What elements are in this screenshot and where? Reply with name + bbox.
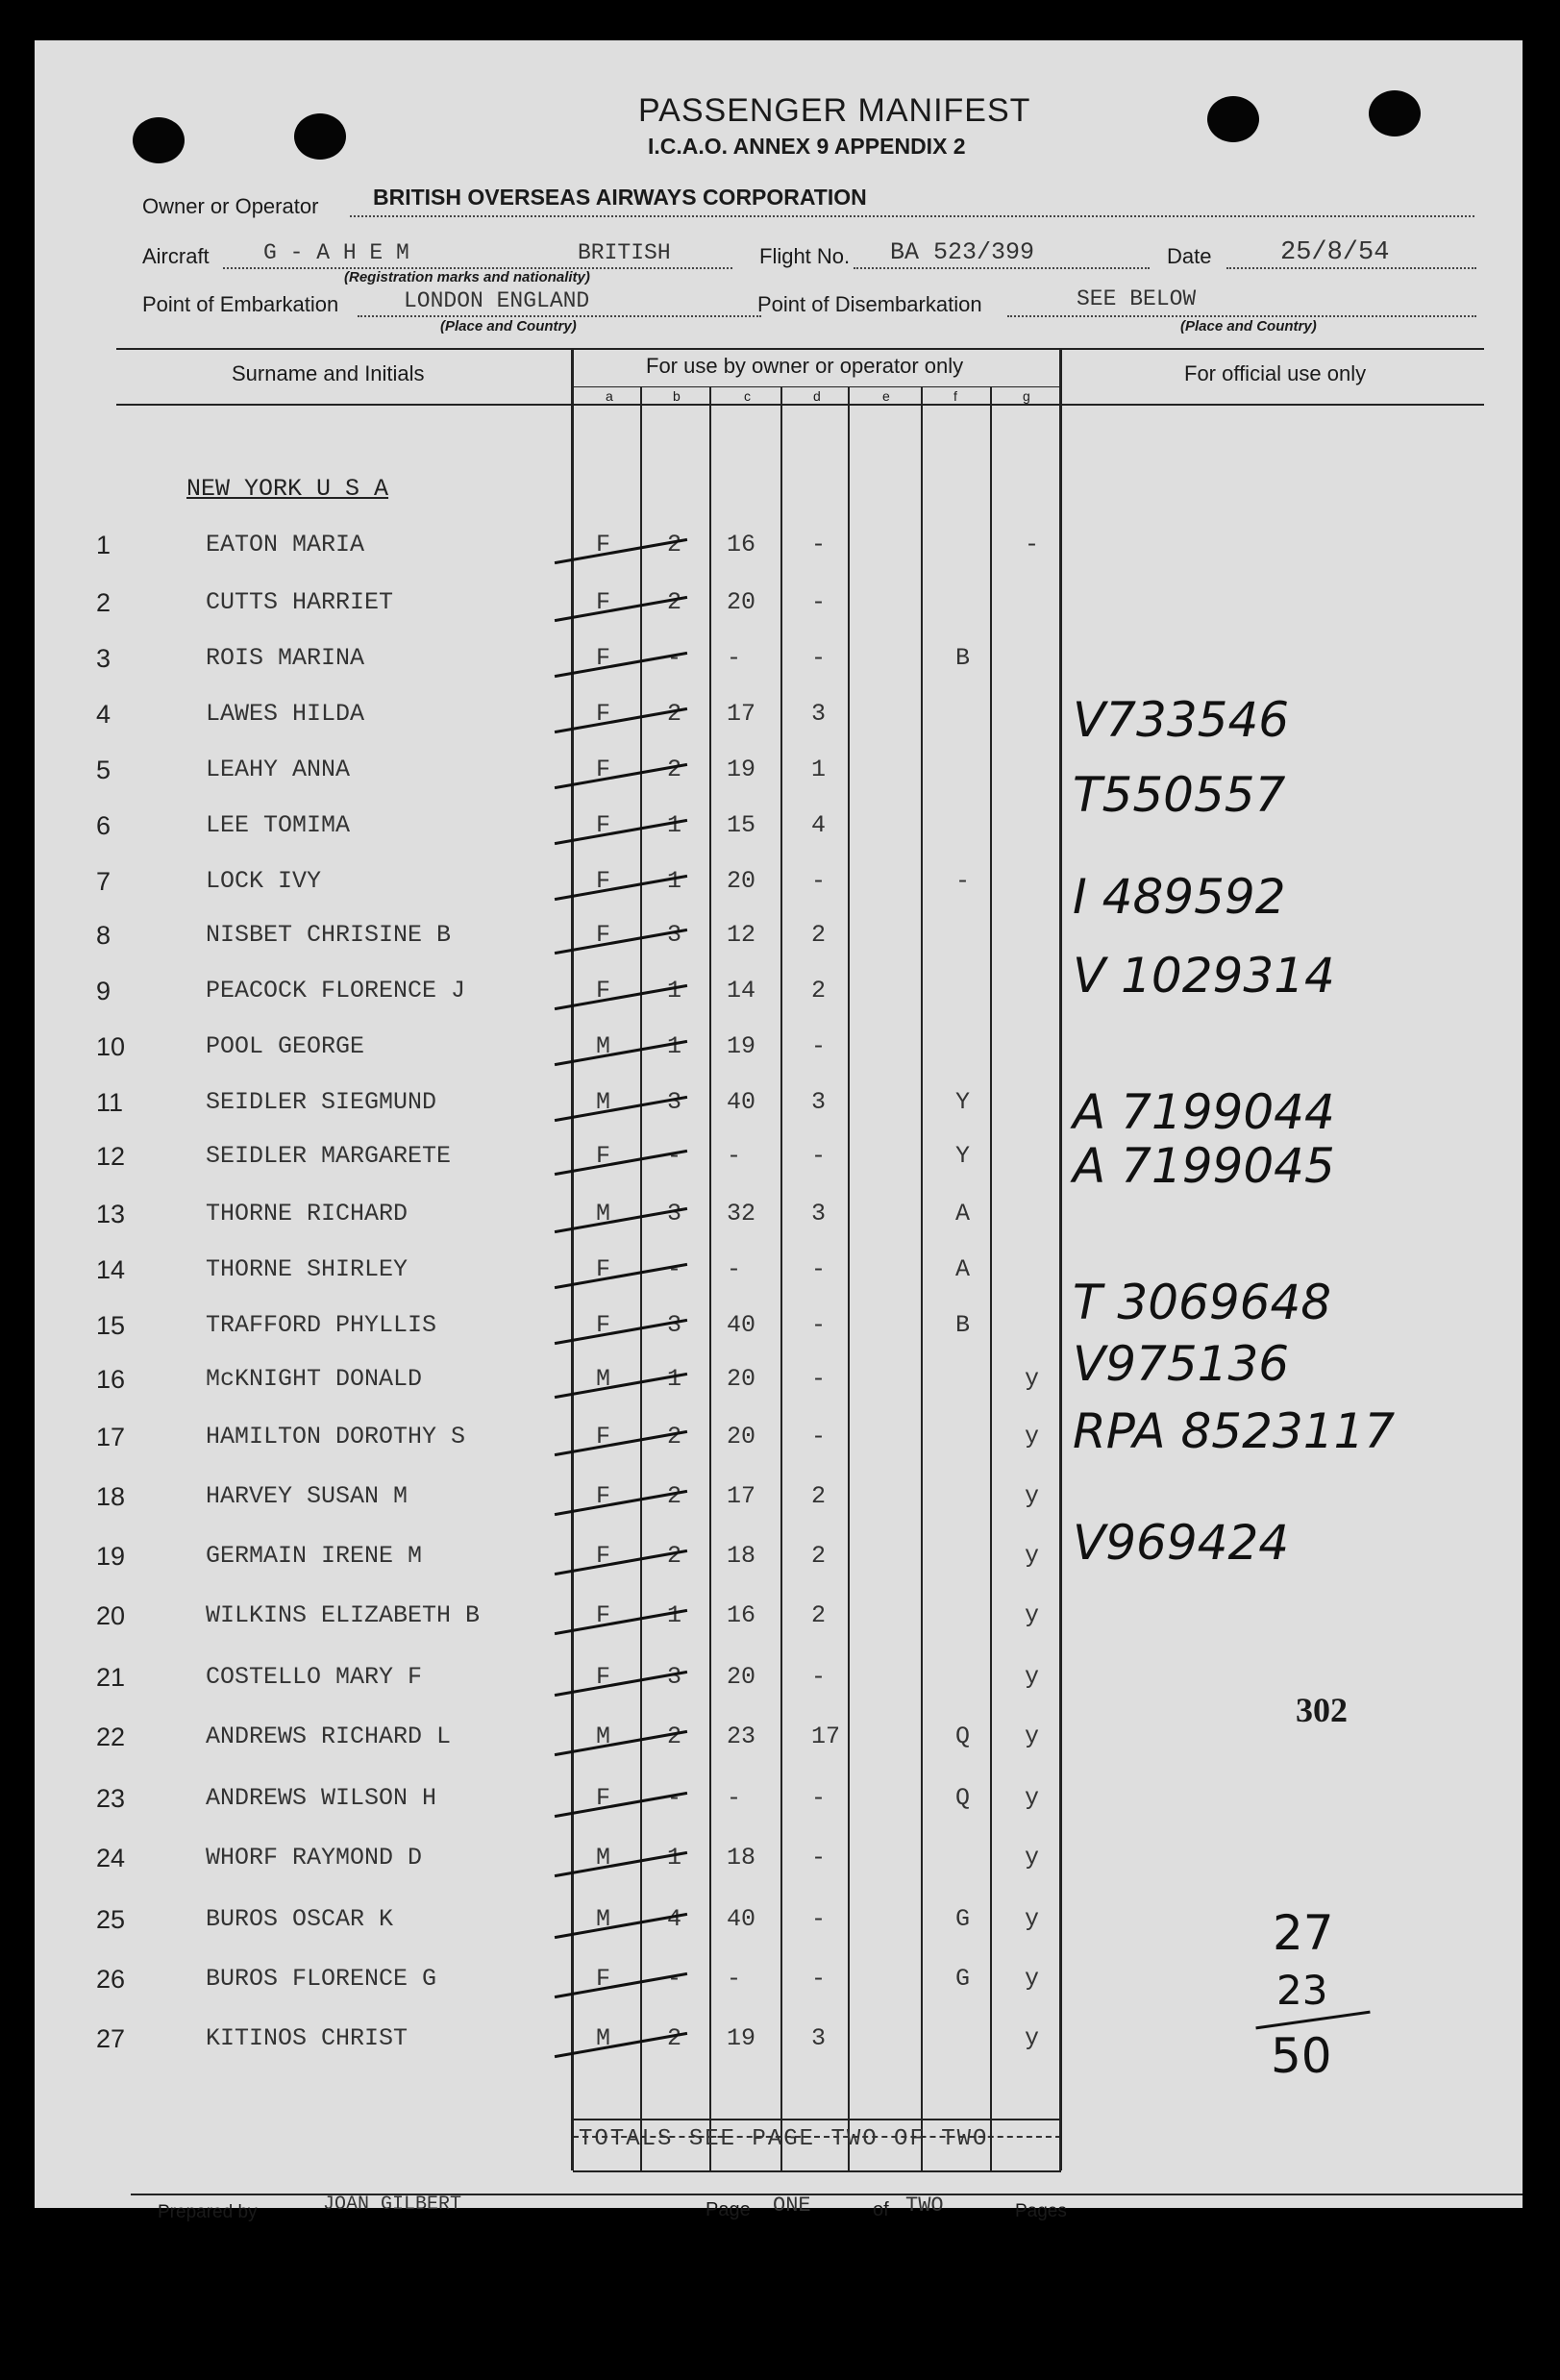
passenger-name: WHORF RAYMOND D (206, 1844, 423, 1872)
row-number: 27 (96, 2024, 126, 2053)
cell-b: - (667, 1142, 682, 1170)
cell-g: y (1025, 1365, 1040, 1393)
row-number: 17 (96, 1423, 126, 1451)
cell-g: y (1025, 1482, 1040, 1510)
cell-d: - (811, 1663, 827, 1691)
official-entry: V975136 (1073, 1336, 1290, 1392)
column-letter: f (953, 388, 957, 404)
cell-g: y (1025, 1601, 1040, 1629)
row-number: 26 (96, 1965, 126, 1994)
cell-b: 1 (667, 977, 682, 1004)
tally-count-a: 27 (1273, 1905, 1334, 1961)
passenger-name: SEIDLER SIEGMUND (206, 1088, 437, 1116)
cell-b: 3 (667, 921, 682, 949)
cell-c: 40 (727, 1311, 756, 1339)
row-number: 16 (96, 1365, 126, 1394)
cell-f: Q (955, 1784, 971, 1812)
row-number: 25 (96, 1905, 126, 1934)
cell-c: 17 (727, 700, 756, 728)
cell-a: F (596, 921, 611, 949)
cell-b: 2 (667, 531, 682, 558)
of-value: TWO (905, 2194, 944, 2218)
cell-d: - (811, 588, 827, 616)
cell-c: 16 (727, 531, 756, 558)
cell-c: 20 (727, 1423, 756, 1450)
cell-c: - (727, 1784, 742, 1812)
page-value: ONE (773, 2194, 811, 2218)
row-number: 19 (96, 1542, 126, 1571)
cell-d: 2 (811, 921, 827, 949)
cell-d: - (811, 1423, 827, 1450)
cell-f: Q (955, 1723, 971, 1750)
cell-g: y (1025, 1784, 1040, 1812)
cell-a: F (596, 1482, 611, 1510)
cell-b: 1 (667, 1032, 682, 1060)
official-entry: V733546 (1073, 692, 1290, 748)
page-subtitle: I.C.A.O. ANNEX 9 APPENDIX 2 (648, 134, 966, 159)
cell-d: 3 (811, 2024, 827, 2052)
cell-a: F (596, 1142, 611, 1170)
passenger-name: LOCK IVY (206, 867, 322, 895)
disembark-label: Point of Disembarkation (757, 292, 982, 316)
cell-g: y (1025, 1663, 1040, 1691)
cell-c: 18 (727, 1542, 756, 1570)
cell-f: G (955, 1905, 971, 1933)
cell-d: 3 (811, 1200, 827, 1227)
flight-value: BA 523/399 (890, 238, 1035, 266)
cell-b: 2 (667, 588, 682, 616)
col-owner-header: For use by owner or operator only (646, 354, 964, 378)
cell-d: 17 (811, 1723, 841, 1750)
cell-d: 2 (811, 1601, 827, 1629)
cell-a: F (596, 531, 611, 558)
passenger-name: HARVEY SUSAN M (206, 1482, 409, 1510)
cell-b: 3 (667, 1200, 682, 1227)
passenger-name: LAWES HILDA (206, 700, 365, 728)
cell-b: 1 (667, 1601, 682, 1629)
cell-d: - (811, 1142, 827, 1170)
cell-a: M (596, 1844, 611, 1872)
cell-d: 1 (811, 756, 827, 783)
official-entry: V 1029314 (1073, 948, 1335, 1004)
cell-c: 19 (727, 1032, 756, 1060)
passenger-name: EATON MARIA (206, 531, 365, 558)
cell-b: - (667, 1965, 682, 1993)
cell-c: 15 (727, 811, 756, 839)
cell-g: y (1025, 1844, 1040, 1872)
row-number: 22 (96, 1723, 126, 1751)
row-number: 12 (96, 1142, 126, 1171)
passenger-name: NISBET CHRISINE B (206, 921, 452, 949)
cell-c: 20 (727, 1663, 756, 1691)
cell-a: F (596, 1965, 611, 1993)
cell-a: F (596, 756, 611, 783)
passenger-name: HAMILTON DOROTHY S (206, 1423, 466, 1450)
cell-b: 1 (667, 1844, 682, 1872)
cell-a: F (596, 700, 611, 728)
cell-a: F (596, 1311, 611, 1339)
row-number: 23 (96, 1784, 126, 1813)
column-letter: g (1023, 388, 1030, 404)
row-number: 8 (96, 921, 111, 950)
cell-a: F (596, 1255, 611, 1283)
cell-d: - (811, 1255, 827, 1283)
column-letter: e (882, 388, 890, 404)
cell-d: 4 (811, 811, 827, 839)
row-number: 2 (96, 588, 111, 617)
cell-c: 17 (727, 1482, 756, 1510)
cell-f: Y (955, 1088, 971, 1116)
passenger-name: BUROS FLORENCE G (206, 1965, 437, 1993)
passenger-name: ANDREWS WILSON H (206, 1784, 437, 1812)
cell-c: 20 (727, 867, 756, 895)
passenger-name: GERMAIN IRENE M (206, 1542, 423, 1570)
cell-d: - (811, 531, 827, 558)
cell-d: 2 (811, 1542, 827, 1570)
official-entry: V969424 (1073, 1515, 1290, 1571)
cell-b: 1 (667, 1365, 682, 1393)
punch-hole (133, 117, 185, 163)
passenger-name: LEE TOMIMA (206, 811, 351, 839)
cell-g: y (1025, 1965, 1040, 1993)
cell-c: 19 (727, 2024, 756, 2052)
cell-c: - (727, 1142, 742, 1170)
page-title: PASSENGER MANIFEST (638, 92, 1031, 129)
cell-a: F (596, 1601, 611, 1629)
row-number: 15 (96, 1311, 126, 1340)
official-entry: RPA 8523117 (1073, 1403, 1396, 1459)
cell-d: - (811, 1365, 827, 1393)
cell-c: 32 (727, 1200, 756, 1227)
row-number: 18 (96, 1482, 126, 1511)
row-number: 5 (96, 756, 111, 784)
section-heading: NEW YORK U S A (186, 475, 389, 503)
cell-c: 12 (727, 921, 756, 949)
row-number: 20 (96, 1601, 126, 1630)
cell-c: 16 (727, 1601, 756, 1629)
cell-a: M (596, 1200, 611, 1227)
passenger-name: SEIDLER MARGARETE (206, 1142, 452, 1170)
cell-g: y (1025, 1542, 1040, 1570)
prepared-label: Prepared by (158, 2202, 258, 2222)
passenger-name: PEACOCK FLORENCE J (206, 977, 466, 1004)
cell-b: 2 (667, 700, 682, 728)
passenger-name: TRAFFORD PHYLLIS (206, 1311, 437, 1339)
cell-c: 40 (727, 1905, 756, 1933)
cell-c: 20 (727, 1365, 756, 1393)
cell-c: - (727, 1255, 742, 1283)
cell-b: - (667, 1784, 682, 1812)
row-number: 3 (96, 644, 111, 673)
cell-b: 2 (667, 1542, 682, 1570)
passenger-name: McKNIGHT DONALD (206, 1365, 423, 1393)
passenger-name: THORNE SHIRLEY (206, 1255, 409, 1283)
cell-c: 23 (727, 1723, 756, 1750)
passenger-name: ROIS MARINA (206, 644, 365, 672)
row-number: 10 (96, 1032, 126, 1061)
cell-d: - (811, 867, 827, 895)
cell-g: y (1025, 1905, 1040, 1933)
tally-total: 50 (1271, 2028, 1332, 2084)
row-number: 21 (96, 1663, 126, 1692)
cell-d: 2 (811, 1482, 827, 1510)
cell-a: F (596, 811, 611, 839)
official-entry: A 7199044 (1073, 1084, 1335, 1140)
row-number: 4 (96, 700, 111, 729)
passenger-name: CUTTS HARRIET (206, 588, 394, 616)
row-number: 6 (96, 811, 111, 840)
passenger-name: POOL GEORGE (206, 1032, 365, 1060)
cell-f: B (955, 644, 971, 672)
cell-c: 18 (727, 1844, 756, 1872)
flight-label: Flight No. (759, 244, 851, 268)
punch-hole (1207, 96, 1259, 142)
date-value: 25/8/54 (1280, 238, 1390, 267)
disembark-note: (Place and Country) (1180, 318, 1317, 335)
cell-b: - (667, 1255, 682, 1283)
pages-label: Pages (1015, 2201, 1067, 2221)
cell-b: 3 (667, 1088, 682, 1116)
date-label: Date (1167, 244, 1212, 268)
cell-b: 1 (667, 811, 682, 839)
cell-d: 2 (811, 977, 827, 1004)
col-official-header: For official use only (1184, 361, 1367, 385)
cell-a: F (596, 588, 611, 616)
passenger-name: ANDREWS RICHARD L (206, 1723, 452, 1750)
cell-a: F (596, 644, 611, 672)
official-entry: T 3069648 (1073, 1275, 1332, 1330)
cell-d: 3 (811, 700, 827, 728)
cell-a: F (596, 1542, 611, 1570)
cell-g: y (1025, 1423, 1040, 1450)
embark-note: (Place and Country) (440, 318, 577, 335)
cell-a: F (596, 1784, 611, 1812)
cell-f: B (955, 1311, 971, 1339)
cell-g: - (1025, 531, 1040, 558)
owner-value: BRITISH OVERSEAS AIRWAYS CORPORATION (373, 185, 867, 210)
embark-value: LONDON ENGLAND (404, 288, 590, 313)
passenger-name: BUROS OSCAR K (206, 1905, 394, 1933)
official-entry: A 7199045 (1073, 1138, 1335, 1194)
cell-c: - (727, 1965, 742, 1993)
cell-b: 3 (667, 1663, 682, 1691)
cell-c: 40 (727, 1088, 756, 1116)
punch-hole (294, 113, 346, 160)
totals-note: TOTALS SEE PAGE TWO OF TWO (579, 2126, 989, 2152)
row-number: 24 (96, 1844, 126, 1872)
column-letter: d (813, 388, 821, 404)
cell-b: 2 (667, 1423, 682, 1450)
cell-c: 20 (727, 588, 756, 616)
passenger-name: KITINOS CHRIST (206, 2024, 409, 2052)
cell-d: - (811, 1965, 827, 1993)
cell-b: 3 (667, 1311, 682, 1339)
cell-f: A (955, 1200, 971, 1227)
row-number: 1 (96, 531, 111, 559)
disembark-value: SEE BELOW (1077, 286, 1197, 311)
cell-g: y (1025, 1723, 1040, 1750)
cell-a: M (596, 2024, 611, 2052)
cell-f: G (955, 1965, 971, 1993)
row-number: 9 (96, 977, 111, 1005)
cell-c: 14 (727, 977, 756, 1004)
row-number: 13 (96, 1200, 126, 1228)
col-surname-header: Surname and Initials (232, 361, 425, 385)
cell-a: M (596, 1032, 611, 1060)
row-number: 7 (96, 867, 111, 896)
cell-b: 2 (667, 1723, 682, 1750)
cell-a: M (596, 1723, 611, 1750)
cell-f: - (955, 867, 971, 895)
cell-d: - (811, 1844, 827, 1872)
stamp-number: 302 (1296, 1691, 1348, 1729)
cell-d: - (811, 1311, 827, 1339)
owner-label: Owner or Operator (142, 194, 319, 218)
cell-b: 2 (667, 2024, 682, 2052)
cell-a: M (596, 1365, 611, 1393)
cell-f: A (955, 1255, 971, 1283)
cell-a: F (596, 977, 611, 1004)
cell-d: 3 (811, 1088, 827, 1116)
punch-hole (1369, 90, 1421, 136)
nationality-value: BRITISH (578, 240, 671, 265)
official-entry: T550557 (1073, 767, 1286, 823)
tally-count-b: 23 (1276, 1967, 1328, 2014)
passenger-name: THORNE RICHARD (206, 1200, 409, 1227)
cell-b: 1 (667, 867, 682, 895)
cell-g: y (1025, 2024, 1040, 2052)
cell-d: - (811, 1784, 827, 1812)
row-number: 14 (96, 1255, 126, 1284)
passenger-name: WILKINS ELIZABETH B (206, 1601, 481, 1629)
embark-label: Point of Embarkation (142, 292, 339, 316)
row-number: 11 (96, 1088, 124, 1117)
cell-f: Y (955, 1142, 971, 1170)
cell-c: 19 (727, 756, 756, 783)
cell-b: 2 (667, 756, 682, 783)
cell-d: - (811, 1905, 827, 1933)
column-letter: a (606, 388, 613, 404)
cell-a: M (596, 1905, 611, 1933)
prepared-value: JOAN GILBERT (323, 2194, 462, 2216)
page-label: Page (706, 2199, 751, 2220)
cell-c: - (727, 644, 742, 672)
manifest-sheet (35, 40, 1523, 2222)
passenger-name: LEAHY ANNA (206, 756, 351, 783)
aircraft-label: Aircraft (142, 244, 210, 268)
aircraft-value: G - A H E M (263, 240, 409, 265)
cell-a: M (596, 1088, 611, 1116)
official-entry: I 489592 (1073, 869, 1286, 925)
column-letter: c (744, 388, 751, 404)
cell-d: - (811, 644, 827, 672)
cell-a: F (596, 1423, 611, 1450)
cell-a: F (596, 1663, 611, 1691)
cell-d: - (811, 1032, 827, 1060)
cell-a: F (596, 867, 611, 895)
cell-b: - (667, 644, 682, 672)
column-letter: b (673, 388, 681, 404)
of-label: of (873, 2199, 889, 2220)
passenger-name: COSTELLO MARY F (206, 1663, 423, 1691)
cell-b: 2 (667, 1482, 682, 1510)
registration-note: (Registration marks and nationality) (344, 269, 590, 285)
cell-b: 4 (667, 1905, 682, 1933)
